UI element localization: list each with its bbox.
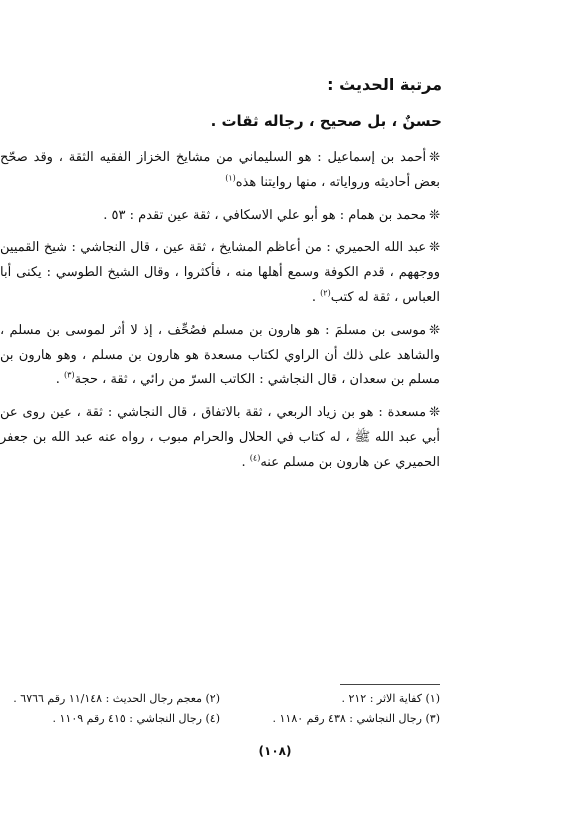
footnote-divider	[340, 684, 440, 685]
paragraph-text: عبد الله الحميري : من أعاظم المشايخ ، ثقة عين ، قال النجاشي : شيخ القميين ووجههم ، قدم الكوفة وسمع أهلها منه ، فأكثروا ، وقال الشيخ الطوسي : يكنى أبا العباس ، ثقة له كتب	[0, 240, 440, 305]
paragraph-text: محمد بن همام : هو أبو علي الاسكافي ، ثقة عين تقدم : ٥٣ .	[103, 207, 427, 223]
paragraph-text: موسى بن مسلمَ : هو هارون بن مسلم فصُحِّف ، إذ لا أثر لموسى بن مسلم ، والشاهد على ذلك أن الراوي لكتاب مسعدة هو هارون بن مسلم ، وهو هارون بن مسلم بن سعدان ، قال النجاشي : الكاتب السرّ من رائي ، ثقة ، حجة	[0, 322, 440, 388]
footnote-ref: (٢)	[320, 288, 331, 298]
paragraph-text: مسعدة : هو بن زياد الربعي ، ثقة بالاتفاق ، قال النجاشي : ثقة ، عين روى عن أبي عبد الله ﷺ ، له كتاب في الحلال والحرام مبوب ، رواه عنه عبد الله بن جعفر الحميري عن هارون بن مسلم عنه	[0, 405, 440, 470]
paragraph-tail: .	[55, 372, 65, 388]
section-heading: مرتبة الحديث :	[327, 75, 442, 94]
page-number: (١٠٨)	[258, 744, 292, 758]
narrator-paragraph	[0, 146, 440, 196]
narrator-paragraph	[0, 236, 440, 310]
footnote-ref: (٣)	[64, 371, 75, 381]
narrators-list	[0, 146, 440, 484]
narrator-paragraph	[0, 204, 440, 229]
footnote: (٤) رجال النجاشي : ٤١٥ رقم ١١٠٩ .	[52, 712, 220, 725]
star-bullet-icon: ❊	[429, 207, 440, 223]
paragraph-tail: .	[241, 454, 250, 470]
footnote: (٢) معجم رجال الحديث : ١١/١٤٨ رقم ٦٧٦٦ .	[13, 692, 220, 705]
paragraph-tail: .	[311, 289, 321, 305]
star-bullet-icon: ❊	[429, 405, 440, 421]
narrator-paragraph	[0, 319, 440, 393]
star-bullet-icon: ❊	[429, 150, 440, 165]
grading-statement: حسنٌ ، بل صحيح ، رجاله ثقات .	[210, 112, 442, 130]
footnote: (٣) رجال النجاشي : ٤٣٨ رقم ١١٨٠ .	[272, 712, 440, 725]
paragraph-text: أحمد بن إسماعيل : هو السليماني من مشايخ الخزاز الفقيه الثقة ، وقد صحّح بعض أحاديثه ورواياته ، منها روايتنا هذه	[0, 150, 440, 190]
narrator-paragraph	[0, 401, 440, 475]
star-bullet-icon: ❊	[429, 240, 440, 256]
footnotes	[0, 692, 440, 732]
footnote: (١) كفاية الاثر : ٢١٢ .	[341, 692, 440, 705]
footnote-ref: (٤)	[249, 453, 261, 463]
footnote-ref: (١)	[225, 173, 236, 183]
star-bullet-icon: ❊	[429, 322, 440, 338]
